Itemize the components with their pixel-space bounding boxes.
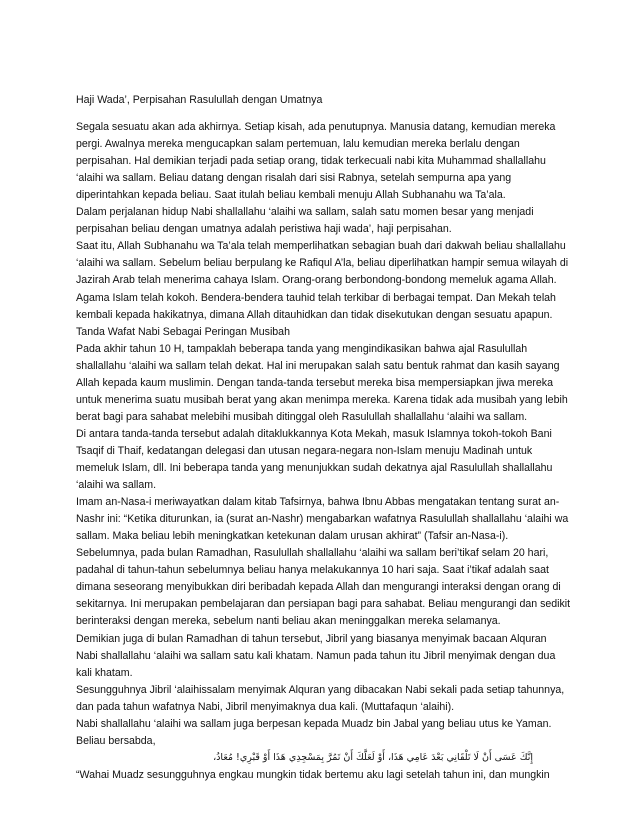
text-line: “Wahai Muadz sesungguhnya engkau mungkin tidak bertemu aku lagi setelah tahun ini, dan mungkin <box>76 768 550 781</box>
text-line: Dalam perjalanan hidup Nabi shallallahu ‘alaihi wa sallam, salah satu momen besar yang menjadi <box>76 206 534 219</box>
text-line: Saat itu, Allah Subhanahu wa Ta’ala telah memperlihatkan sebagian buah dari dakwah beliau shallallahu <box>76 240 566 253</box>
text-line: shallallahu ‘alaihi wa sallam telah dekat. Hal ini merupakan salah satu bentuk rahmat dan kasih sayang <box>76 359 560 372</box>
text-line: untuk menerima suatu musibah berat yang akan menimpa mereka. Karena tidak ada musibah yang lebih <box>76 393 568 406</box>
text-line: Sesungguhnya Jibril ‘alaihissalam menyimak Alquran yang dibacakan Nabi sekali pada setiap tahunnya, <box>76 683 565 696</box>
text-line: berat bagi para sahabat melebihi musibah ditinggal oleh Rasulullah shallallahu ‘alaihi wa sallam. <box>76 410 528 423</box>
text-line: Nabi shallallahu ‘alaihi wa sallam satu kali khatam. Namun pada tahun itu Jibril menyimak dengan dua <box>76 649 556 662</box>
text-line: kali khatam. <box>76 666 133 679</box>
text-line: Allah kepada kaum muslimin. Dengan tanda-tanda tersebut mereka bisa mempersiapkan jiwa mereka <box>76 376 553 389</box>
text-line: Demikian juga di bulan Ramadhan di tahun tersebut, Jibril yang biasanya menyimak bacaan Alquran <box>76 632 547 645</box>
text-line: sallam. Maka beliau lebih meningkatkan ketekunan dalam urusan akhirat” (Tafsir an-Nasa-i). <box>76 530 509 543</box>
text-line: diperintahkan kepada beliau. Saat itulah beliau kembali menuju Allah Subhanahu wa Ta’ala. <box>76 189 506 202</box>
text-line: Di antara tanda-tanda tersebut adalah ditaklukkannya Kota Mekah, masuk Islamnya tokoh-tokoh Bani <box>76 427 552 440</box>
text-line: dimana seseorang menyibukkan diri beribadah kepada Allah dan mengurangi interaksi dengan orang di <box>76 581 561 594</box>
text-line: Nashr ini: “Ketika diturunkan, ia (surat an-Nashr) mengabarkan wafatnya Rasulullah shallallahu ‘alaihi wa <box>76 513 569 526</box>
text-line: berinteraksi dengan mereka, sebelum nanti beliau akan meninggalkan mereka selamanya. <box>76 615 501 628</box>
text-line: Sebelumnya, pada bulan Ramadhan, Rasulullah shallallahu ‘alaihi wa sallam beri’tikaf selam 20 hari, <box>76 547 549 560</box>
text-line: Nabi shallallahu ‘alaihi wa sallam juga berpesan kepada Muadz bin Jabal yang beliau utus ke Yaman. <box>76 717 552 730</box>
text-line: sekitarnya. Ini merupakan pembelajaran dan persiapan bagi para sahabat. Beliau mengurangi dan sedikit <box>76 598 571 611</box>
text-line: Tsaqif di Thaif, kedatangan delegasi dan utusan negara-negara non-Islam menuju Madinah untuk <box>76 444 533 457</box>
text-line: ‘alaihi wa sallam. <box>76 479 157 492</box>
text-line: Tanda Wafat Nabi Sebagai Peringan Musibah <box>76 325 290 338</box>
text-line: Imam an-Nasa-i meriwayatkan dalam kitab Tafsirnya, bahwa Ibnu Abbas mengatakan tentang surat an- <box>76 496 560 509</box>
text-line: Jazirah Arab telah menerima cahaya Islam. Orang-orang berbondong-bondong memeluk agama Allah. <box>76 274 557 287</box>
text-line: memeluk Islam, dll. Ini beberapa tanda yang menunjukkan sudah dekatnya ajal Rasulullah shallallahu <box>76 462 553 474</box>
document-title: Haji Wada’, Perpisahan Rasulullah dengan Umatnya <box>76 94 323 106</box>
text-line: kembali kepada hakikatnya, dimana Allah ditauhidkan dan tidak disekutukan dengan sesuatu apapun. <box>76 308 553 321</box>
text-line: perpisahan beliau dengan umatnya adalah peristiwa haji wada’, haji perpisahan. <box>76 223 452 236</box>
text-line: pergi. Awalnya mereka mengucapkan salam pertemuan, lalu kemudian mereka berlalu dengan <box>76 138 520 151</box>
text-line: ‘alaihi wa sallam. Beliau datang dengan risalah dari sisi Rabnya, setelah sempurna apa yang <box>76 172 512 185</box>
arabic-hadith-line: إِنَّكَ عَسَى أَنْ لَا تَلْقَانِي بَعْدَ عَامِي هَذَا، أَوْ لَعَلَّكَ أَنْ تَمُرَّ بِمَسْجِدِي هَذَا أَوْ قَبْرِي! مُعَاذُ، <box>213 751 533 763</box>
text-line: dan pada tahun wafatnya Nabi, Jibril menyimaknya dua kali. (Muttafaqun ‘alaihi). <box>76 700 455 713</box>
text-line: Beliau bersabda, <box>76 734 156 747</box>
text-line: Segala sesuatu akan ada akhirnya. Setiap kisah, ada penutupnya. Manusia datang, kemudian mereka <box>76 121 556 133</box>
text-line: padahal di tahun-tahun sebelumnya beliau hanya melakukannya 10 hari saja. Saat i’tikaf adalah saat <box>76 564 549 577</box>
text-line: Pada akhir tahun 10 H, tampaklah beberapa tanda yang mengindikasikan bahwa ajal Rasulullah <box>76 342 528 355</box>
text-line: ‘alaihi wa sallam. Sebelum beliau berpulang ke Rafiqul A’la, beliau diperlihatkan hampir semua wilayah di <box>76 257 569 270</box>
text-line: perpisahan. Hal demikian terjadi pada setiap orang, tidak terkecuali nabi kita Muhammad shallallahu <box>76 155 546 168</box>
text-line: Agama Islam telah kokoh. Bendera-bendera tauhid telah terkibar di berbagai tempat. Dan Mekah telah <box>76 291 556 304</box>
